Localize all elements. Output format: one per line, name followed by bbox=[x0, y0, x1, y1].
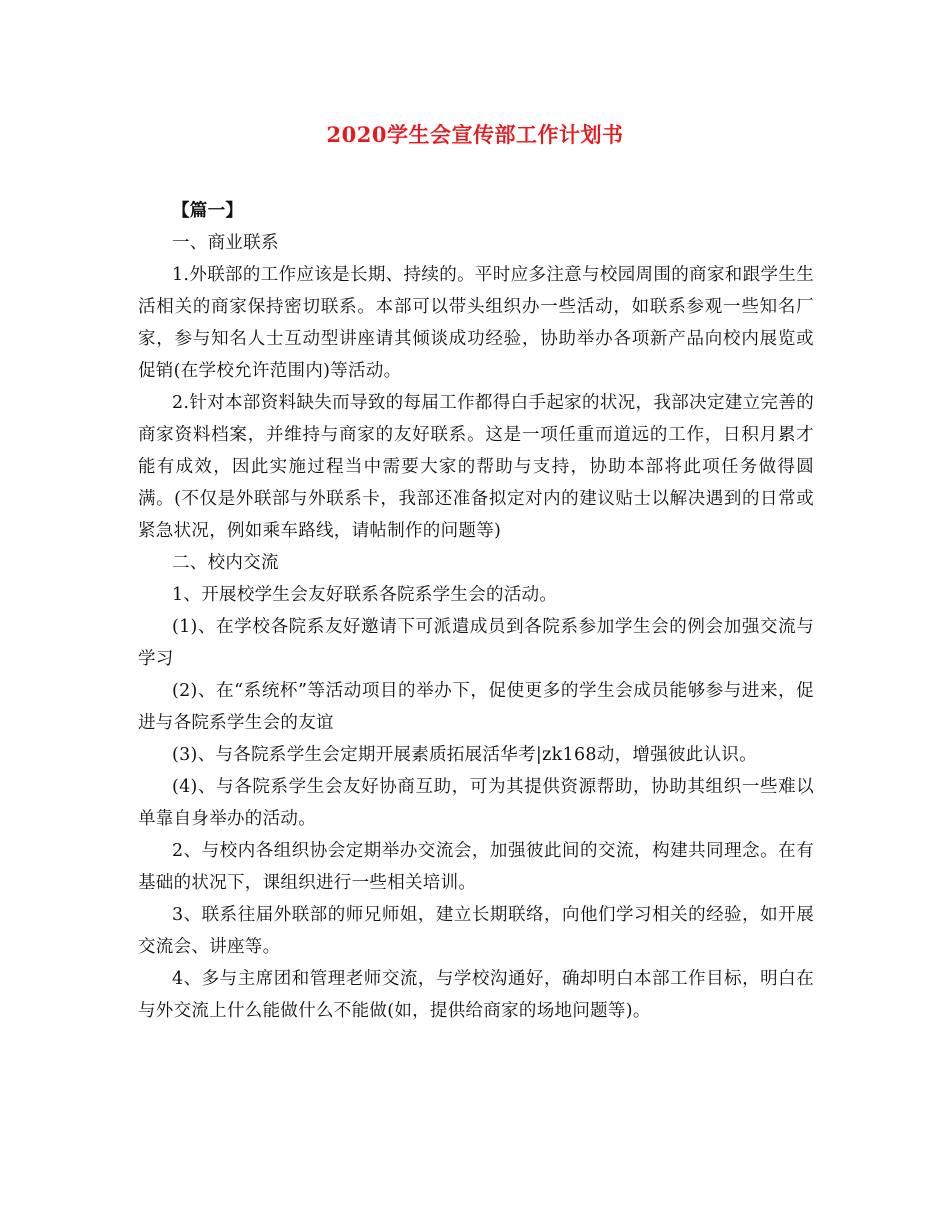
section-heading: 二、校内交流 bbox=[172, 553, 279, 573]
section-label: 【篇一】 bbox=[172, 201, 244, 221]
paragraph: (2)、在“系统杯”等活动项目的举办下，促使更多的学生会成员能够参与进来，促进与各院系学生会的友谊 bbox=[138, 681, 814, 733]
paragraph: 2.针对本部资料缺失而导致的每届工作都得白手起家的状况，我部决定建立完善的商家资料档案，并维持与商家的友好联系。这是一项任重而道远的工作，日积月累才能有成效，因此实施过程当中需要大家的帮助与支持，协助本部将此项任务做得圆满。(不仅是外联部与外联系卡，我部还准备拟定对内的建议贴士以解决遇到的日常或紧急状况，例如乘车路线，请帖制作的问题等) bbox=[138, 393, 814, 541]
paragraph: 2、与校内各组织协会定期举办交流会，加强彼此间的交流，构建共同理念。在有基础的状况下，课组织进行一些相关培训。 bbox=[138, 841, 814, 893]
paragraph: 1、开展校学生会友好联系各院系学生会的活动。 bbox=[172, 585, 558, 605]
paragraph: (4)、与各院系学生会友好协商互助，可为其提供资源帮助，协助其组织一些难以单靠自身举办的活动。 bbox=[138, 777, 814, 829]
document-body bbox=[138, 195, 814, 1027]
paragraph: 3、联系往届外联部的师兄师姐，建立长期联络，向他们学习相关的经验，如开展交流会、讲座等。 bbox=[138, 905, 814, 957]
document-title: 2020学生会宣传部工作计划书 bbox=[326, 122, 624, 147]
paragraph: 1.外联部的工作应该是长期、持续的。平时应多注意与校园周围的商家和跟学生生活相关的商家保持密切联系。本部可以带头组织办一些活动，如联系参观一些知名厂家，参与知名人士互动型讲座请其倾谈成功经验，协助举办各项新产品向校内展览或促销(在学校允许范围内)等活动。 bbox=[138, 265, 814, 381]
section-heading: 一、商业联系 bbox=[172, 233, 279, 253]
paragraph: (1)、在学校各院系友好邀请下可派遣成员到各院系参加学生会的例会加强交流与学习 bbox=[138, 617, 814, 669]
paragraph: 4、多与主席团和管理老师交流，与学校沟通好，确却明白本部工作目标，明白在与外交流上什么能做什么不能做(如，提供给商家的场地问题等)。 bbox=[138, 969, 814, 1021]
paragraph: (3)、与各院系学生会定期开展素质拓展活华考|zk168动，增强彼此认识。 bbox=[172, 745, 758, 765]
